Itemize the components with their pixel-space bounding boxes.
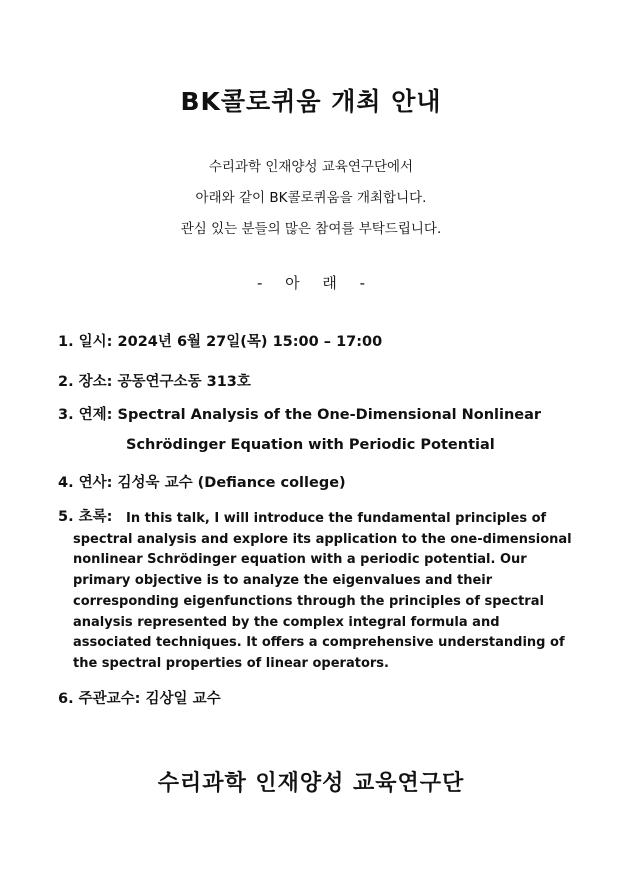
section-heading: - 아 래 -: [256, 274, 366, 292]
item-topic: [58, 403, 541, 424]
abstract-label: 5. 초록:: [58, 509, 113, 525]
intro-paragraph: [0, 152, 622, 245]
item-value: 공동연구소동 313호: [117, 374, 251, 390]
item-value: Spectral Analysis of the One-Dimensional Nonlinear: [117, 407, 542, 423]
organization-footer: 수리과학 인재양성 교육연구단: [157, 771, 465, 796]
abstract-value: In this talk, I will introduce the fundamental principles of spectral analysis and explore its application to the one-dimensional nonlinear Schrödinger equation with a periodic potential. Our primary objective is to analyze the eigenvalues and their corresponding eigenfunctions through the principles of spectral analysis represented by the complex integral formula and associated techniques. It offers a comprehensive understanding of the spectral properties of linear operators.: [73, 511, 572, 671]
item-host: [58, 687, 221, 708]
abstract-text: [58, 509, 573, 675]
item-label: 2. 장소:: [58, 374, 113, 390]
item-value: Schrödinger Equation with Periodic Potential: [126, 437, 495, 453]
item-value: 2024년 6월 27일(목) 15:00 – 17:00: [117, 334, 383, 350]
intro-line: 관심 있는 분들의 많은 참여를 부탁드립니다.: [180, 221, 442, 237]
item-label: 3. 연제:: [58, 407, 113, 423]
item-speaker: [58, 471, 346, 492]
item-topic-continued: [58, 437, 495, 453]
item-place: [58, 370, 251, 391]
item-date: [58, 330, 382, 351]
item-label: 6. 주관교수:: [58, 691, 141, 707]
page-title: BK콜로퀴움 개최 안내: [180, 87, 442, 116]
item-abstract: [58, 505, 578, 675]
intro-line: 수리과학 인재양성 교육연구단에서: [208, 159, 414, 175]
intro-line: 아래와 같이 BK콜로퀴움을 개최합니다.: [195, 190, 427, 206]
item-label: 4. 연사:: [58, 475, 113, 491]
item-label: 1. 일시:: [58, 334, 113, 350]
item-value: 김상일 교수: [145, 691, 221, 707]
item-value: 김성욱 교수 (Defiance college): [117, 475, 346, 491]
